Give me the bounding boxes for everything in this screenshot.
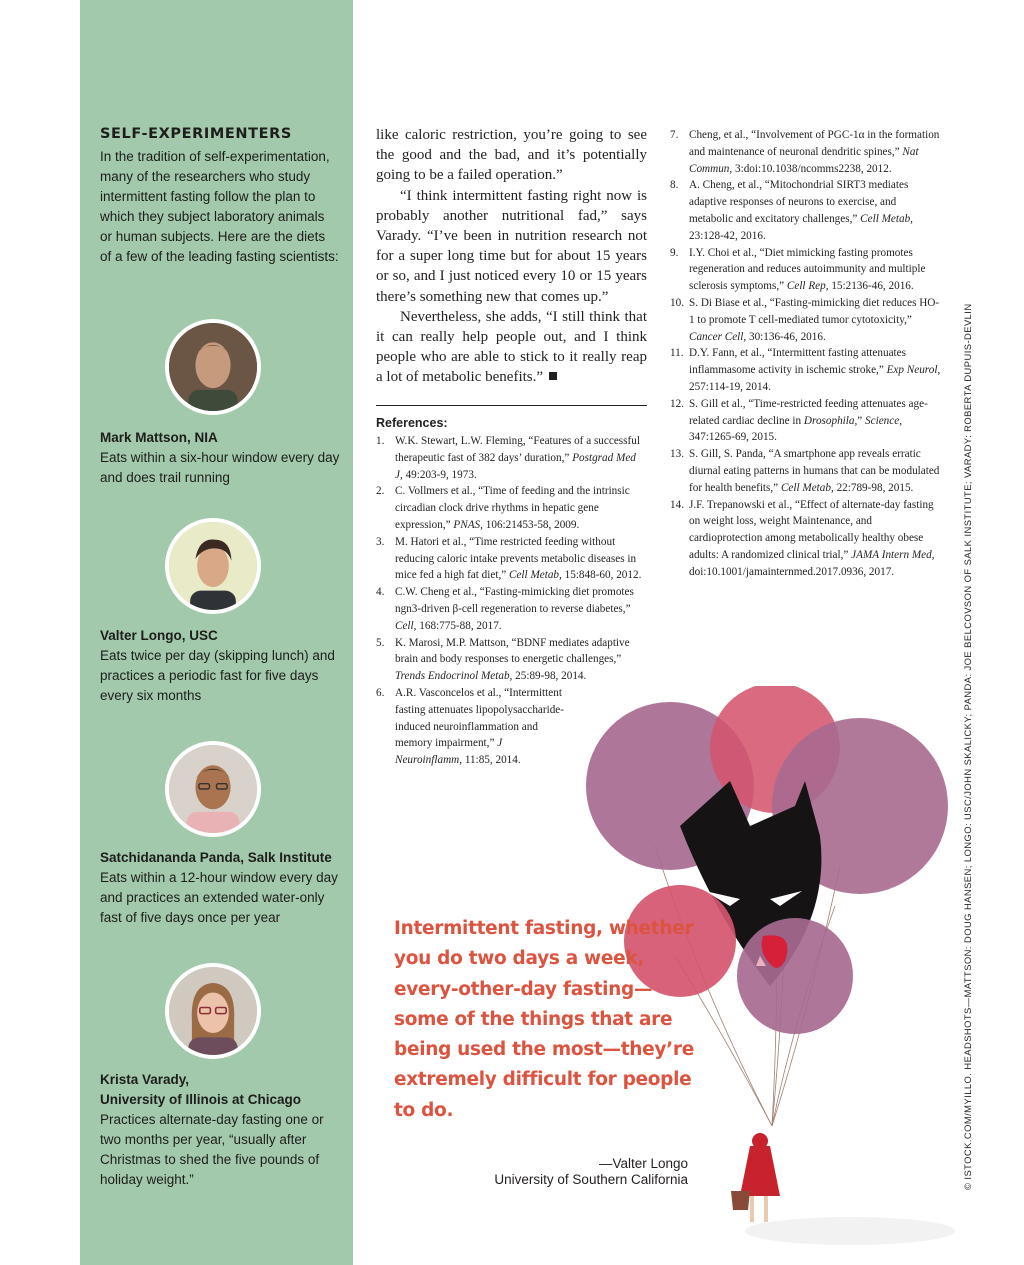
reference-text: C.W. Cheng et al., “Fasting-mimicking diet promotes ngn3-driven β-cell regeneration to reverse diabetes,” — [395, 586, 634, 615]
attribution-name: —Valter Longo — [598, 1156, 688, 1171]
body-paragraph-3-text: Nevertheless, she adds, “I still think that it can really help people out, and I think people who are able to stick to it really reap a lot of metabolic benefits.” — [376, 308, 647, 386]
reference-item — [670, 345, 942, 395]
reference-journal: Nat Commun, — [689, 145, 919, 175]
reference-number: 4. — [376, 586, 385, 599]
reference-number: 6. — [376, 686, 385, 699]
reference-text: S. Gill et al., “Time-restricted feeding attenuates age-related cardiac decline in — [689, 397, 928, 427]
reference-journal: Cell Metab, — [509, 569, 562, 582]
reference-item — [670, 396, 942, 446]
scientist-desc-mattson: Eats within a six-hour window every day and does trail running — [100, 450, 340, 485]
reference-journal: Cell Rep, — [786, 280, 829, 293]
reference-text: Cheng, et al., “Involvement of PGC-1α in the formation and maintenance of neuronal dendritic spines,” — [689, 129, 940, 158]
reference-item — [670, 446, 942, 496]
scientist-name-panda: Satchidananda Panda, Salk Institute — [100, 850, 332, 865]
reference-item — [376, 534, 644, 584]
reference-text: A.R. Vasconcelos et al., “Intermittent fasting attenuates lipopolysaccharide-induced neuroinflammation and memory impairment,” — [395, 686, 564, 750]
reference-tail: 168:775-88, 2017. — [419, 619, 502, 632]
reference-text: S. Di Biase et al., “Fasting-mimicking diet reduces HO-1 to promote T cell-mediated tumor cytotoxicity,” — [689, 296, 940, 326]
reference-text: C. Vollmers et al., “Time of feeding and the intrinsic circadian clock drive rhythms in hepatic gene expression,” — [395, 485, 630, 531]
reference-number: 11. — [670, 347, 684, 360]
longo-headshot — [165, 518, 261, 614]
reference-item — [376, 584, 644, 634]
reference-journal-2: Science, — [865, 414, 903, 427]
reference-journal: Exp Neurol, — [886, 364, 941, 377]
reference-journal: Cell, — [395, 619, 417, 632]
reference-journal: PNAS, — [453, 518, 483, 531]
riding-hood-girl — [731, 1133, 780, 1222]
reference-item — [376, 635, 644, 685]
scientist-desc-longo: Eats twice per day (skipping lunch) and practices a periodic fast for five days every six months — [100, 648, 335, 703]
reference-text: A. Cheng, et al., “Mitochondrial SIRT3 mediates adaptive responses of neurons to exercise, and metabolic and excitatory challenges,” — [689, 179, 909, 225]
reference-number: 5. — [376, 636, 385, 649]
reference-item — [670, 177, 942, 244]
reference-text: M. Hatori et al., “Time restricted feeding without reducing caloric intake prevents metabolic diseases in mice fed a high fat diet,” — [395, 535, 637, 582]
sidebar-intro: In the tradition of self-experimentation, many of the researchers who study intermittent fasting follow the plan to which they subject laboratory animals or human subjects. Here are the diets of a few of the leading fasting scientists: — [100, 149, 339, 264]
end-of-article-square-icon — [549, 372, 557, 380]
reference-text: D.Y. Fann, et al., “Intermittent fasting attenuates inflammasome activity in ischemic stroke,” — [689, 347, 906, 377]
varady-name-line2: University of Illinois at Chicago — [100, 1092, 302, 1107]
scientist-desc-varady: Practices alternate-day fasting one or two months per year, “usually after Christmas to shed the five pounds of holiday weight.” — [100, 1112, 324, 1187]
reference-tail: 23:128-42, 2016. — [689, 229, 766, 242]
reference-item — [670, 295, 942, 345]
reference-number: 3. — [376, 535, 385, 548]
reference-tail: 30:136-46, 2016. — [748, 330, 826, 343]
reference-journal: Trends Endocrinol Metab, — [395, 670, 513, 683]
references-heading: References: — [376, 416, 448, 430]
reference-journal: Cell Metab, — [860, 212, 913, 225]
scientist-name-varady — [100, 1070, 340, 1110]
reference-text: S. Gill, S. Panda, “A smartphone app reveals erratic diurnal eating patterns in humans that can be modulated for health benefits,” — [689, 448, 940, 494]
reference-number: 7. — [670, 129, 679, 141]
panda-headshot — [165, 741, 261, 837]
reference-tail: 49:203-9, 1973. — [405, 468, 477, 481]
reference-number: 10. — [670, 296, 684, 309]
reference-text: I.Y. Choi et al., “Diet mimicking fasting promotes regeneration and reduces autoimmunity and multiple sclerosis symptoms,” — [689, 246, 926, 293]
reference-number: 8. — [670, 179, 679, 192]
reference-item — [670, 245, 942, 295]
scientist-name-longo: Valter Longo, USC — [100, 628, 218, 643]
reference-text: J.F. Trepanowski et al., “Effect of alternate-day fasting on weight loss, weight Maintenance, and cardioprotection among metabolically healthy obese adults: A randomized clinical trial,” — [689, 498, 934, 561]
reference-tail: 106:21453-58, 2009. — [485, 518, 580, 531]
reference-journal: Postgrad Med J, — [395, 451, 636, 481]
references-divider — [376, 405, 647, 406]
reference-number: 1. — [376, 435, 385, 447]
reference-text: K. Marosi, M.P. Mattson, “BDNF mediates adaptive brain and body responses to energetic challenges,” — [395, 636, 630, 666]
reference-number: 12. — [670, 397, 684, 410]
balloon — [737, 918, 853, 1034]
reference-journal: Drosophila, — [803, 414, 858, 427]
photo-credit: © ISTOCK.COM/MYILLO. HEADSHOTS—MATTSON: DOUG HANSEN; LONGO: USC/JOHN SKALICKY; PANDA: JOE BELCOVSON OF SALK INSTITUTE; VARADY: ROBERTA DUPUIS-DEVLIN — [962, 303, 973, 1190]
reference-tail-2: 347:1265-69, 2015. — [689, 431, 777, 444]
body-paragraph-3 — [376, 307, 647, 388]
reference-text: W.K. Stewart, L.W. Fleming, “Features of a successful therapeutic fast of 382 days’ duration,” — [395, 435, 640, 464]
varady-headshot — [165, 963, 261, 1059]
reference-tail: doi:10.1001/jamainternmed.2017.0936, 2017. — [689, 565, 895, 578]
pull-quote: Intermittent fasting, whether you do two days a week, every-other-day fasting—some of the things that are being used the most—they’re extremely difficult for people to do. — [394, 918, 694, 1121]
reference-journal: J Neuroinflamm, — [395, 737, 503, 767]
reference-tail: ” — [857, 414, 863, 427]
reference-journal: Cell Metab, — [780, 481, 834, 494]
varady-name-line1: Krista Varady, — [100, 1072, 190, 1087]
reference-journal: Cancer Cell, — [689, 330, 747, 343]
reference-number: 9. — [670, 246, 679, 259]
reference-number: 14. — [670, 498, 684, 511]
reference-tail: 257:114-19, 2014. — [689, 380, 771, 393]
references-list-column-2 — [670, 127, 942, 581]
reference-tail: 15:848-60, 2012. — [564, 569, 642, 582]
reference-number: 13. — [670, 448, 684, 461]
reference-tail: 25:89-98, 2014. — [515, 670, 587, 683]
body-paragraph-1: like caloric restriction, you’re going to see the good and the bad, and it’s potentially going to be a failed operation.” — [376, 127, 647, 184]
scientist-desc-panda: Eats within a 12-hour window every day and practices an extended water-only fast of five days once per year — [100, 870, 338, 925]
body-paragraph-2: “I think intermittent fasting right now is probably another nutritional fad,” says Varady. “I’ve been in nutrition research not for a super long time but for about 15 years or so, and I just noticed every 10 or 15 years there’s something new that comes up.” — [376, 187, 647, 305]
pull-quote-attribution — [480, 1156, 688, 1188]
attribution-affiliation: University of Southern California — [494, 1172, 688, 1187]
article-body — [376, 125, 647, 388]
reference-tail: 22:789-98, 2015. — [836, 481, 914, 494]
reference-journal: JAMA Intern Med, — [851, 548, 935, 561]
reference-item — [670, 127, 942, 177]
mattson-headshot — [165, 319, 261, 415]
reference-item — [670, 497, 942, 581]
sidebar-heading: SELF-EXPERIMENTERS — [100, 126, 292, 142]
scientist-name-mattson: Mark Mattson, NIA — [100, 430, 218, 445]
reference-number: 2. — [376, 485, 385, 498]
reference-tail: 3:doi:10.1038/ncomms2238, 2012. — [735, 162, 892, 175]
reference-tail: 11:85, 2014. — [464, 754, 521, 767]
reference-item — [376, 483, 644, 533]
reference-tail: 15:2136-46, 2016. — [831, 280, 914, 293]
ground-shadow — [745, 1217, 955, 1245]
reference-item — [376, 433, 644, 483]
